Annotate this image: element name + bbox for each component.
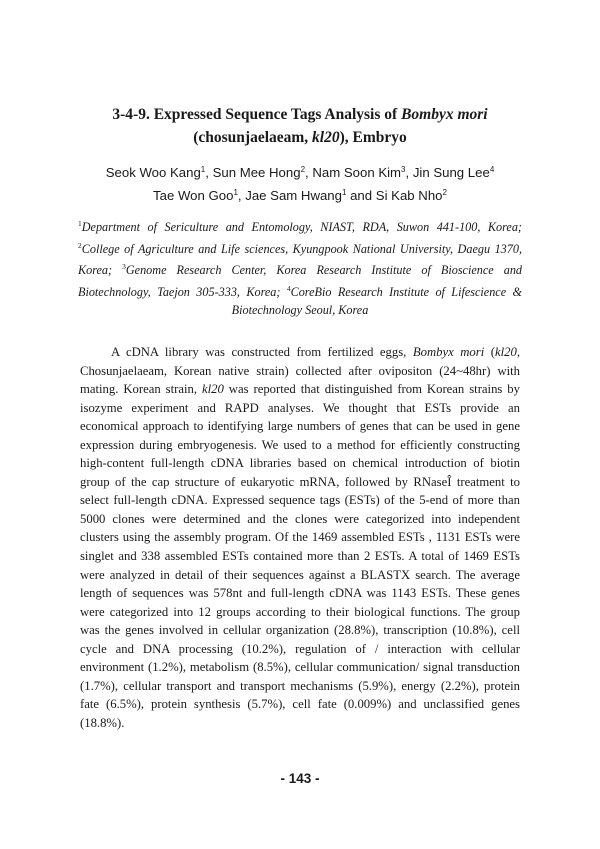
author-sep: , (405, 165, 413, 180)
author-name: Nam Soon Kim (312, 165, 402, 180)
abstract-text: was reported that distinguished from Korean strains by isozyme experiment and RAPD analyses. We thought that ESTs provide an economical approach to identifying large numbers of genes that can be used in gene expression during embryogenesis. We used to a method for efficiently constructing high-content full-length cDNA libraries based on chemical introduction of biotin group of the cap structure of eukaryotic mRNA, followed by RNaseÎ treatment to select full-length cDNA. Expressed sequence tags (ESTs) of the 5-end of more than 5000 clones were determined and the clones were categorized into independent clusters using the assembly program. Of the 1469 assembled ESTs , 1131 ESTs were singlet and 338 assembled ESTs contained more than 2 ESTs. A total of 1469 ESTs were analyzed in detail of their sequences against a BLASTX search. The average length of sequences was 578nt and full-length cDNA was 1143 ESTs. These genes were categorized into 12 groups according to their biological functions. The group was the genes involved in cellular organization (28.8%), transcription (10.8%), cell cycle and DNA processing (10.2%), regulation of / interaction with cellular environment (1.2%), metabolism (8.5%), cellular communication/ signal transduction (1.7%), cellular transport and transport mechanisms (5.9%), energy (2.2%), protein fate (6.5%), protein synthesis (5.7%), cell fate (0.009%) and unclassified genes (18.8%). (80, 382, 520, 730)
author-sup: 1 (233, 188, 238, 197)
affiliation-sup: 3 (122, 262, 126, 272)
author-sup: 2 (442, 188, 447, 197)
page-number: - 143 - (280, 771, 320, 786)
title-line2-close: ), Embryo (339, 129, 407, 146)
author-name: Jae Sam Hwang (245, 188, 342, 203)
abstract-text: ( (484, 345, 495, 359)
affiliation-text: Department of Sericulture and Entomology, NIAST, RDA, Suwon 441-100, Korea; (81, 220, 522, 234)
author-sup: 1 (341, 188, 347, 197)
affiliation-text: CoreBio Research Institute of Lifescience & Biotechnology Seoul, Korea (231, 285, 523, 317)
affiliations (78, 215, 522, 320)
abstract-strain: kl20 (494, 345, 517, 359)
author-line-1 (40, 160, 560, 183)
affiliation-text: Genome Research Center, Korea Research Institute of Bioscience and Biotechnology, Taejon 305-333, Korea; (78, 263, 523, 300)
author-list (40, 160, 560, 206)
title-prefix: 3-4-9. Expressed Sequence Tags Analysis of (112, 106, 402, 123)
author-name: Si Kab Nho (375, 188, 443, 203)
author-name: Sun Mee Hong (212, 165, 301, 180)
title-species: Bombyx mori (401, 106, 488, 123)
abstract-body (80, 343, 520, 732)
paper-title (60, 103, 540, 149)
author-sup: 1 (200, 165, 206, 174)
affiliation-sup: 2 (78, 240, 82, 250)
author-sep: , (205, 165, 213, 180)
abstract-text: , Chosunjaelaeam, Korean native strain) collected after ovipositon (24~48hr) with mating. Korean strain, (80, 345, 520, 397)
affiliation-sup: 4 (286, 284, 291, 294)
author-sup: 2 (300, 165, 306, 174)
title-line2-open: (chosunjaelaeam, (193, 129, 313, 146)
abstract-text: A cDNA library was constructed from fertilized eggs, (111, 345, 413, 359)
affiliation-text: College of Agriculture and Life sciences, Kyungpook National University, Daegu 1370, Korea; (78, 241, 522, 278)
abstract-strain: kl20 (201, 382, 224, 397)
title-strain: kl20 (312, 129, 340, 146)
author-line-2 (40, 183, 560, 206)
author-sep: , (237, 188, 246, 203)
author-name: Jin Sung Lee (412, 165, 490, 180)
abstract-species: Bombyx mori (412, 345, 485, 359)
affiliation-sup: 1 (78, 219, 82, 228)
author-sep: , (305, 165, 313, 180)
author-name: Tae Won Goo (153, 188, 234, 203)
author-sup: 4 (489, 165, 495, 174)
author-sep: and (346, 188, 376, 203)
author-name: Seok Woo Kang (105, 165, 201, 180)
author-sup: 3 (401, 165, 406, 174)
